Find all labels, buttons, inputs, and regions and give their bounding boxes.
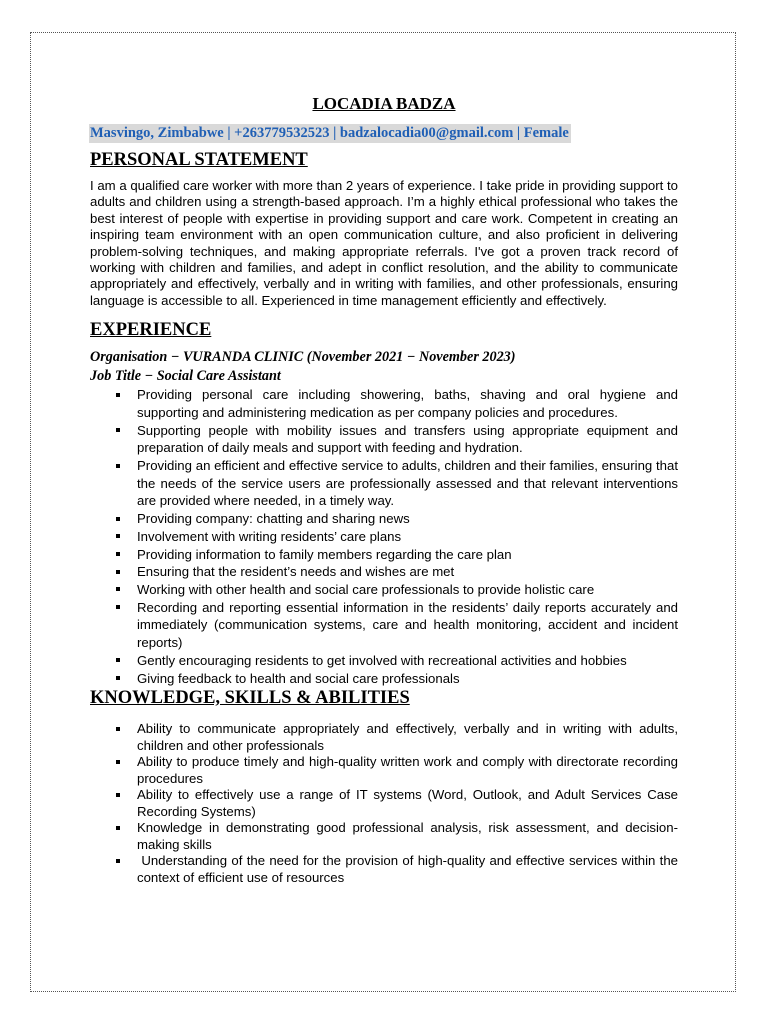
personal-statement-heading: PERSONAL STATEMENT [90, 150, 308, 170]
experience-item: Giving feedback to health and social care professionals [137, 670, 678, 688]
contact-line: Masvingo, Zimbabwe | +263779532523 | badzalocadia00@gmail.com | Female [90, 125, 569, 141]
experience-item: Recording and reporting essential information in the residents’ daily reports accurately and immediately (communication systems, care and health monitoring, accident and incident reports) [137, 599, 678, 651]
experience-list [90, 386, 678, 687]
skills-list [90, 721, 682, 886]
skill-item: Ability to effectively use a range of IT systems (Word, Outlook, and Adult Services Case Recording Systems) [137, 787, 678, 819]
skill-item: Knowledge in demonstrating good professional analysis, risk assessment, and decision-making skills [137, 820, 678, 852]
experience-item: Supporting people with mobility issues and transfers using appropriate equipment and preparation of daily meals and support with feeding and hydration. [137, 422, 678, 456]
experience-item: Involvement with writing residents’ care plans [137, 528, 678, 546]
skill-item: Ability to communicate appropriately and effectively, verbally and in writing with adults, children and other professionals [137, 721, 678, 753]
experience-item: Providing company: chatting and sharing news [137, 510, 678, 528]
resume-content [90, 94, 682, 886]
candidate-name: LOCADIA BADZA [312, 94, 456, 113]
experience-item: Working with other health and social care professionals to provide holistic care [137, 581, 678, 599]
experience-item: Gently encouraging residents to get involved with recreational activities and hobbies [137, 652, 678, 670]
experience-item: Ensuring that the resident’s needs and wishes are met [137, 563, 678, 581]
personal-statement-text: I am a qualified care worker with more than 2 years of experience. I take pride in providing support to adults and children using a strength-based approach. I’m a highly ethical professional who takes the best interest of people with expertise in providing support and care work. Competent in creating an inspiring team environment with an open communication culture, and also proficient in delivering problem-solving techniques, and making appropriate referrals. I've got a proven track record of working with children and families, and adept in conflict resolution, and the ability to communicate appropriately and effectively, verbally and in writing with families, and other professionals, ensuring language is accessible to all. Experienced in time management efficiently and effectively. [90, 178, 678, 308]
experience-heading: EXPERIENCE [90, 320, 212, 341]
experience-item: Providing an efficient and effective service to adults, children and their families, ensuring that the needs of the service users are professionally assessed and that relevant interventions are provided where needed, in a timely way. [137, 458, 678, 509]
experience-item: Providing information to family members regarding the care plan [137, 546, 678, 564]
skill-item: Understanding of the need for the provision of high-quality and effective services within the context of efficient use of resources [137, 853, 682, 885]
experience-item: Providing personal care including showering, baths, shaving and oral hygiene and supporting and administering medication as per company policies and procedures. [137, 387, 678, 420]
job-title-line: Job Title − Social Care Assistant [90, 368, 281, 385]
skills-heading: KNOWLEDGE, SKILLS & ABILITIES [90, 688, 410, 709]
organisation-line: Organisation − VURANDA CLINIC (November 2021 − November 2023) [90, 349, 516, 366]
contact-line-wrapper [90, 124, 678, 149]
skill-item: Ability to produce timely and high-quality written work and comply with directorate recording procedures [137, 754, 678, 786]
